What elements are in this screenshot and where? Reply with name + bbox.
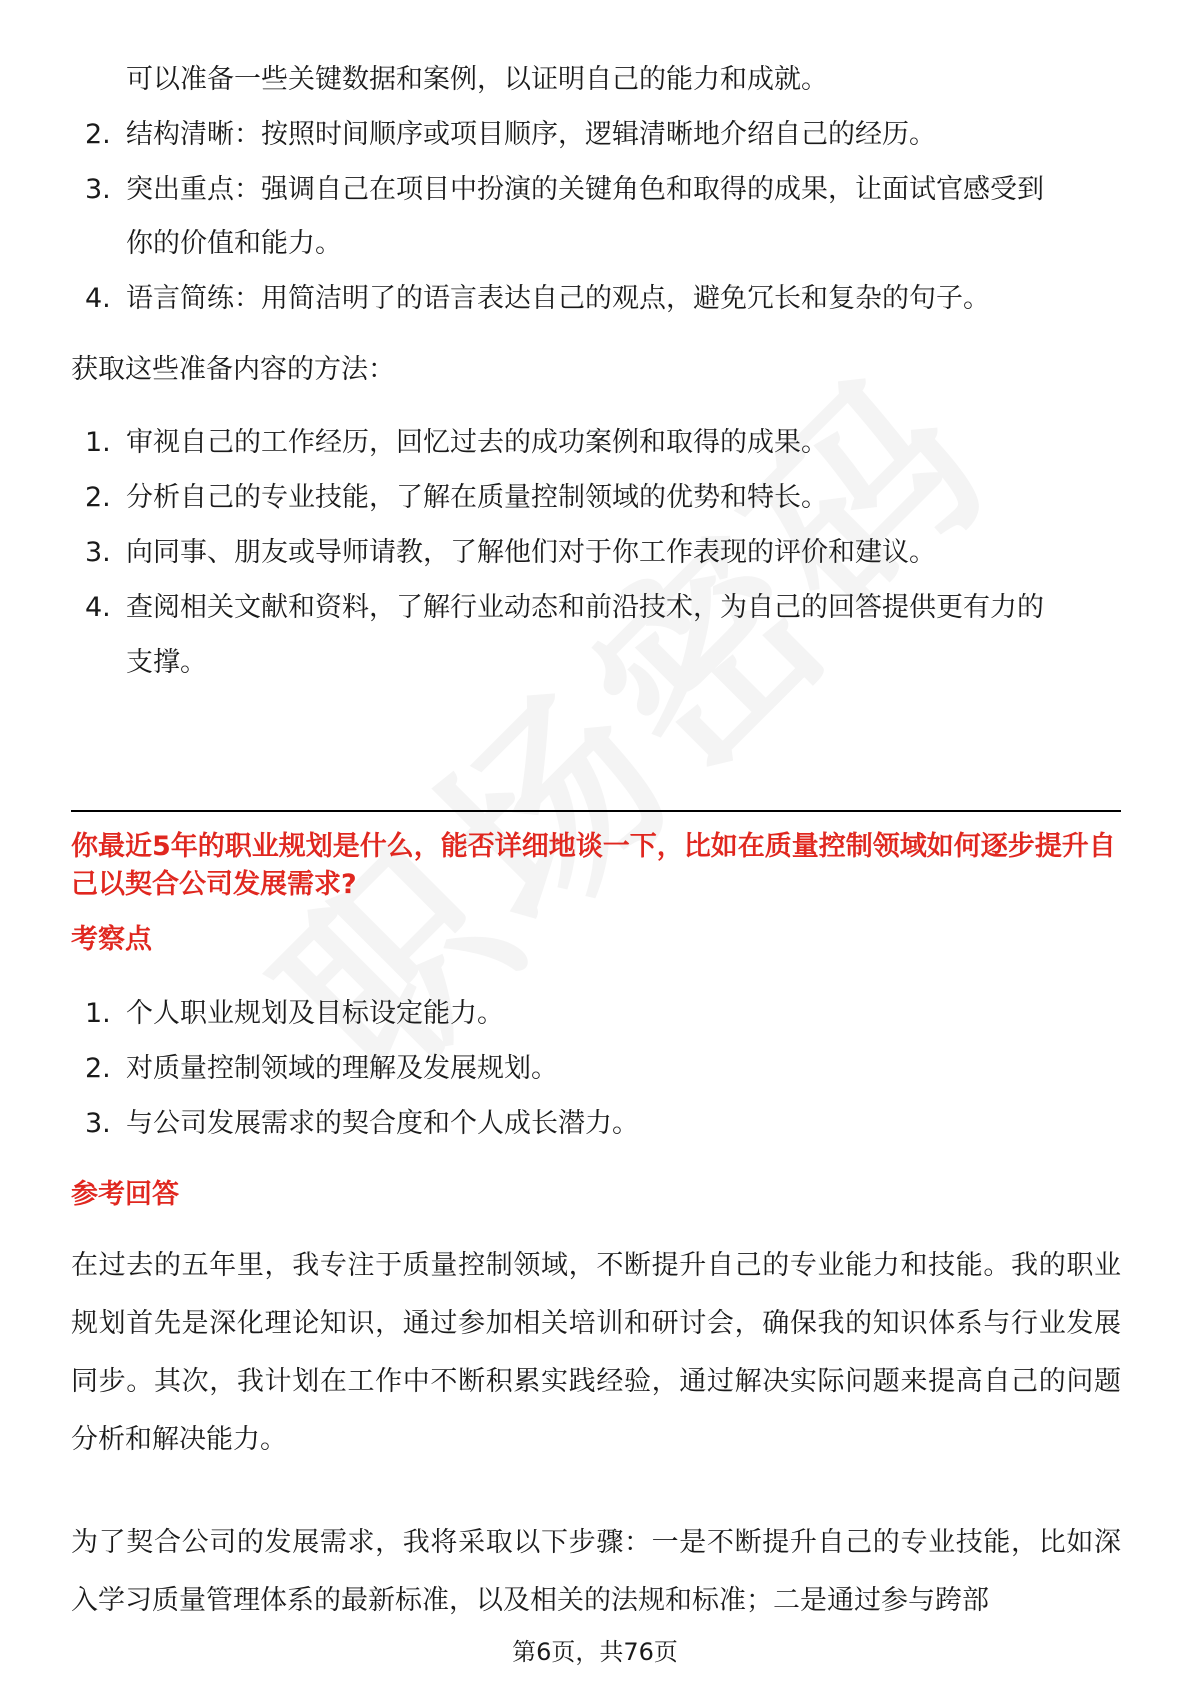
list-text: 查阅相关文献和资料，了解行业动态和前沿技术，为自己的回答提供更有力的: [126, 592, 1044, 623]
list-text: 结构清晰：按照时间顺序或项目顺序，逻辑清晰地介绍自己的经历。: [126, 119, 936, 150]
list-number: 1.: [85, 427, 111, 458]
list-text-continuation: 支撑。: [126, 647, 207, 678]
list-text: 语言简练：用简洁明了的语言表达自己的观点，避免冗长和复杂的句子。: [126, 283, 990, 314]
list-number: 3.: [85, 174, 111, 205]
section-divider: [71, 810, 1121, 812]
answer-paragraph: 为了契合公司的发展需求，我将采取以下步骤：一是不断提升自己的专业技能，比如深入学习质量管理体系的最新标准，以及相关的法规和标准；二是通过参与跨部: [71, 1527, 1121, 1616]
list-number: 2.: [85, 119, 111, 150]
list-text-continuation: 你的价值和能力。: [126, 228, 342, 259]
list-number: 2.: [85, 1053, 111, 1084]
list-item-continuation: 可以准备一些关键数据和案例，以证明自己的能力和成就。: [126, 64, 828, 95]
page-footer: 第6页，共76页: [512, 1638, 678, 1666]
list-text: 分析自己的专业技能，了解在质量控制领域的优势和特长。: [126, 482, 828, 513]
answer-paragraph: 在过去的五年里，我专注于质量控制领域，不断提升自己的专业能力和技能。我的职业规划首先是深化理论知识，通过参加相关培训和研讨会，确保我的知识体系与行业发展同步。其次，我计划在工作中不断积累实践经验，通过解决实际问题来提高自己的问题分析和解决能力。: [71, 1250, 1121, 1455]
list-text: 个人职业规划及目标设定能力。: [126, 998, 504, 1029]
methods-heading: 获取这些准备内容的方法：: [71, 354, 395, 385]
list-text: 突出重点：强调自己在项目中扮演的关键角色和取得的成果，让面试官感受到: [126, 174, 1044, 205]
question-heading: 你最近5年的职业规划是什么，能否详细地谈一下，比如在质量控制领域如何逐步提升自己以契合公司发展需求?: [71, 831, 1116, 900]
list-text: 与公司发展需求的契合度和个人成长潜力。: [126, 1108, 639, 1139]
list-number: 1.: [85, 998, 111, 1029]
list-number: 2.: [85, 482, 111, 513]
answer-label: 参考回答: [71, 1179, 179, 1210]
list-number: 4.: [85, 283, 111, 314]
list-text: 对质量控制领域的理解及发展规划。: [126, 1053, 558, 1084]
list-number: 3.: [85, 1108, 111, 1139]
key-points-label: 考察点: [71, 924, 152, 955]
list-number: 4.: [85, 592, 111, 623]
list-text: 向同事、朋友或导师请教，了解他们对于你工作表现的评价和建议。: [126, 537, 936, 568]
list-number: 3.: [85, 537, 111, 568]
list-text: 审视自己的工作经历，回忆过去的成功案例和取得的成果。: [126, 427, 828, 458]
